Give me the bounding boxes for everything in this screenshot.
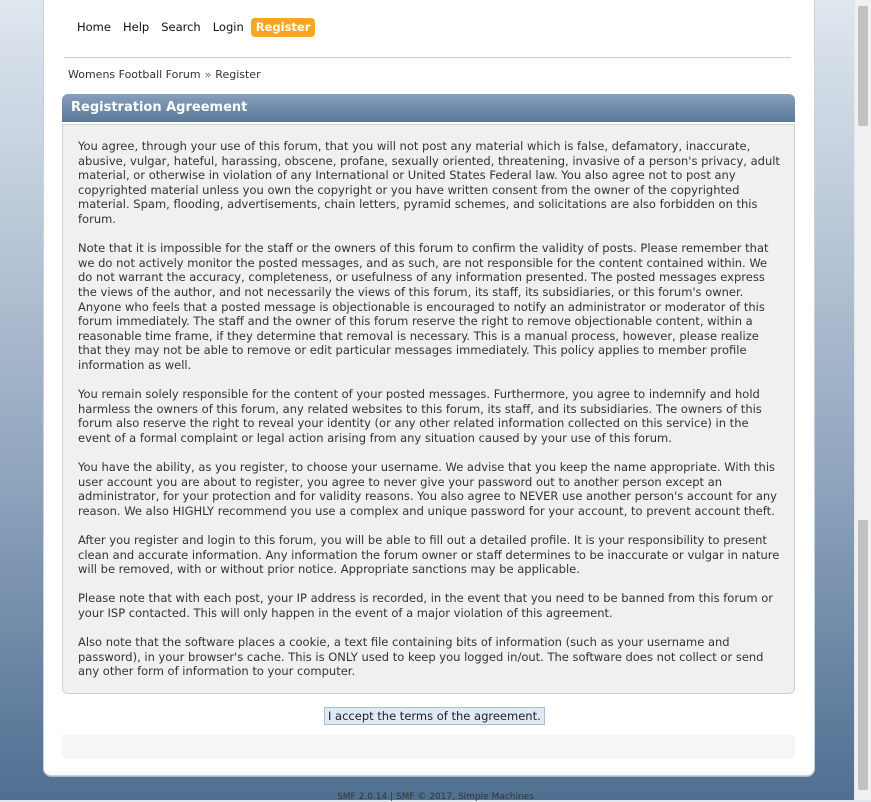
scrollbar-thumb[interactable] bbox=[858, 6, 868, 126]
menu-login-link[interactable]: Login bbox=[212, 20, 244, 34]
breadcrumb-current: Register bbox=[215, 68, 261, 81]
menu-search-link[interactable]: Search bbox=[161, 20, 201, 34]
menu-register-link[interactable]: Register bbox=[251, 18, 316, 37]
page-scrollbar[interactable] bbox=[854, 0, 871, 800]
breadcrumb bbox=[68, 68, 261, 81]
agreement-box bbox=[62, 124, 795, 694]
accept-agreement-button[interactable]: I accept the terms of the agreement. bbox=[324, 707, 545, 725]
agreement-paragraph: You agree, through your use of this forum, that you will not post any material which is false, defamatory, inaccurate, abusive, vulgar, hateful, harassing, obscene, profane, sexually oriented, threatening, invasive of a person's privacy, adult material, or otherwise in violation of any International or United States Federal law. You also agree not to post any copyrighted material unless you own the copyright or you have written consent from the owner of the copyrighted material. Spam, flooding, advertisements, chain letters, pyramid schemes, and solicitations are also forbidden on this forum. bbox=[78, 139, 780, 226]
agreement-paragraph: You remain solely responsible for the content of your posted messages. Furthermore, you agree to indemnify and hold harmless the owners of this forum, any related websites to this forum, its staff, and its subsidiaries. The owners of this forum also reserve the right to reveal your identity (or any other related information collected on this service) in the event of a formal complaint or legal action arising from any situation caused by your use of this forum. bbox=[78, 387, 762, 445]
agreement-paragraph: Also note that the software places a cookie, a text file containing bits of information (such as your username and password), in your browser's cache. This is ONLY used to keep you logged in/out. The software does not collect or send any other form of information to your computer. bbox=[78, 635, 764, 679]
agreement-paragraph: Please note that with each post, your IP address is recorded, in the event that you need to be banned from this forum or your ISP contacted. This will only happen in the event of a major violation of this agreement. bbox=[78, 591, 773, 620]
footer-band bbox=[62, 735, 795, 759]
agreement-paragraph: After you register and login to this forum, you will be able to fill out a detailed profile. It is your responsibility to present clean and accurate information. Any information the forum owner or staff determines to be inaccurate or vulgar in nature will be removed, with or without prior notice. Appropriate sanctions may be applicable. bbox=[78, 533, 780, 577]
main-menu bbox=[72, 18, 317, 37]
agreement-text bbox=[78, 139, 781, 694]
menu-help-link[interactable]: Help bbox=[122, 20, 150, 34]
scrollbar-track-region[interactable] bbox=[858, 520, 868, 790]
agreement-paragraph: Note that it is impossible for the staff or the owners of this forum to confirm the validity of posts. Please remember that we do not actively monitor the posted messages, and as such, are not responsible for the content contained within. We do not warrant the accuracy, completeness, or usefulness of any information presented. The posted messages express the views of the author, and not necessarily the views of this forum, its staff, its subsidiaries, or this forum's owner. Anyone who feels that a posted message is objectionable is encouraged to notify an administrator or moderator of this forum immediately. The staff and the owner of this forum reserve the right to remove objectionable content, within a reasonable time frame, if they determine that removal is necessary. This is a manual process, however, please realize that they may not be able to remove or edit particular messages immediately. This policy applies to member profile information as well. bbox=[78, 241, 769, 372]
breadcrumb-forum-link[interactable]: Womens Football Forum bbox=[68, 68, 201, 81]
breadcrumb-separator: » bbox=[204, 68, 212, 81]
site-footer: SMF 2.0.14 | SMF © 2017, Simple Machines bbox=[337, 792, 534, 802]
menu-divider bbox=[64, 57, 791, 58]
agreement-paragraph: You have the ability, as you register, to choose your username. We advise that you keep the name appropriate. With this user account you are about to register, you agree to never give your password out to another person except an administrator, for your protection and for validity reasons. You also agree to NEVER use another person's account for any reason. We also HIGHLY recommend you use a complex and unique password for your account, to prevent account theft. bbox=[78, 460, 777, 518]
agreement-title-bar bbox=[62, 94, 795, 122]
menu-home-link[interactable]: Home bbox=[77, 20, 111, 34]
forum-page bbox=[43, 0, 815, 776]
agreement-title: Registration Agreement bbox=[71, 100, 248, 115]
